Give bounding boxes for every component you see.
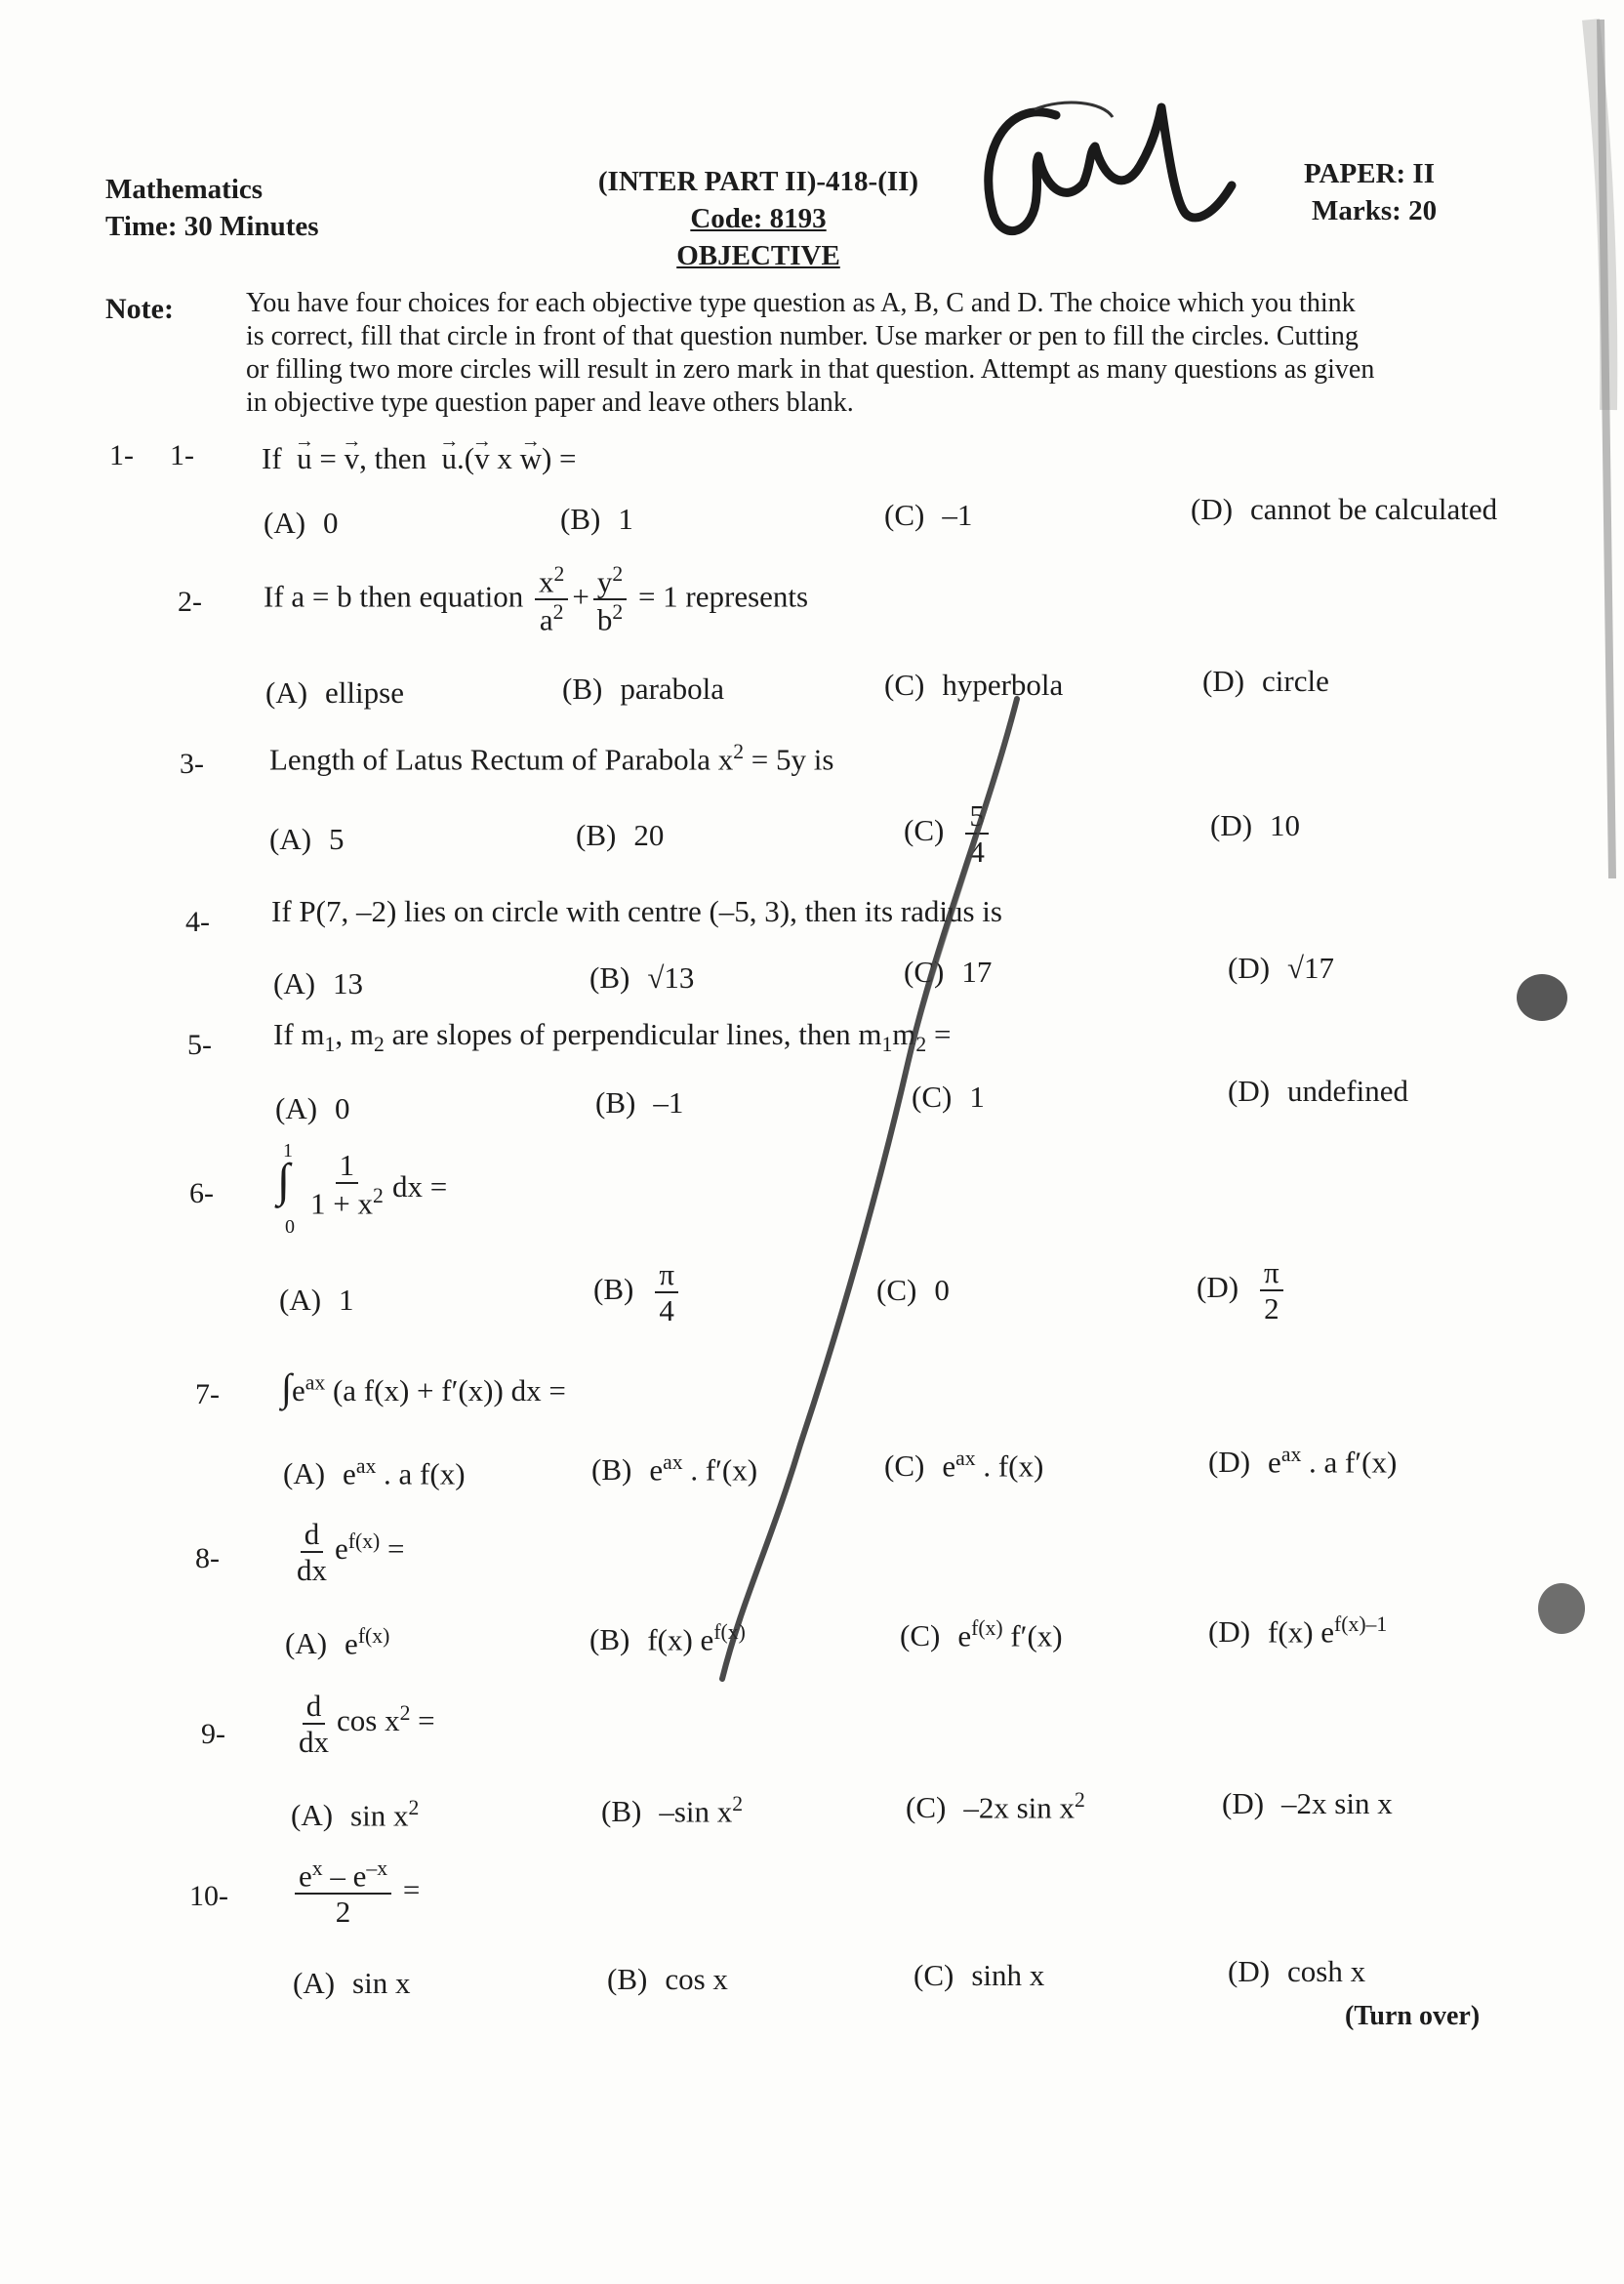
question-text: Length of Latus Rectum of Parabola $x^2 = 5y$ is [269, 740, 834, 777]
option: (D) cannot be calculated [1191, 492, 1498, 526]
option: (D) √17 [1228, 951, 1335, 985]
question-number: 4- [185, 906, 210, 938]
option: (B) cos x [607, 1962, 728, 1996]
option: (B) $\frac{\pi}{4}$ [593, 1259, 682, 1326]
note-text [246, 287, 1495, 420]
option: (C) $e^{ax}$ . f(x) [884, 1447, 1044, 1484]
option: (A) $e^{f(x)}$ [285, 1624, 390, 1661]
signature-scribble [966, 68, 1288, 254]
paper-title: (INTER PART II)-418-(II) [597, 166, 919, 197]
question-number: 6- [189, 1177, 214, 1209]
question-number: 8- [195, 1542, 220, 1574]
option: (B) –1 [595, 1085, 684, 1120]
question-text: If a = b then equation $\frac{x^2}{a^2}$ + $\frac{y^2}{b^2}$ = 1 represents [264, 562, 809, 637]
option: (D) f(x) $e^{f(x)-1}$ [1208, 1612, 1388, 1650]
option: (B) parabola [562, 672, 725, 706]
option: (A) ellipse [265, 675, 404, 710]
question-number: 5- [187, 1029, 212, 1061]
option: (C) hyperbola [884, 668, 1064, 702]
question-number: 1- [170, 439, 194, 471]
question-text: $\frac{d}{dx}$ $e^{f(x)}$ = [297, 1517, 405, 1587]
section-title: OBJECTIVE [676, 240, 840, 271]
option: (B) √13 [589, 960, 695, 995]
option: (A) $e^{ax}$ . a f(x) [283, 1454, 466, 1491]
question-text: If → u = → v, then → u.(→ v x → w) = [262, 441, 577, 476]
option: (B) 1 [560, 502, 633, 536]
note-label: Note: [105, 293, 174, 325]
question-number: 7- [195, 1378, 220, 1410]
question-text: $\int e^{ax}$ (a f(x) + f′(x)) dx = [281, 1366, 566, 1409]
option: (A) 5 [269, 822, 345, 856]
option: (C) $\frac{5}{4}$ [904, 800, 993, 867]
option: (A) $\sin x^2$ [291, 1796, 420, 1833]
option: (A) 0 [264, 506, 339, 540]
turn-over-label: (Turn over) [1345, 2001, 1481, 2031]
question-text: $\frac{e^x - e^{-x}}{2}$ = [291, 1858, 420, 1927]
option: (D) 10 [1210, 808, 1301, 842]
option: (B) $e^{ax}$ . f′(x) [591, 1450, 758, 1488]
question-number: 10- [189, 1880, 228, 1912]
paper-code: Code: 8193 [690, 203, 827, 234]
subject-label: Mathematics [105, 174, 264, 205]
question-number: 3- [180, 748, 204, 780]
option: (C) 1 [912, 1080, 985, 1114]
note-line: is correct, fill that circle in front of that question number. Use marker or pen to fill the circles. Cutting [246, 321, 1359, 351]
question-text: If $m_1$, $m_2$ are slopes of perpendicular lines, then $m_1m_2$ = [273, 1017, 952, 1057]
question-number: 9- [201, 1718, 225, 1750]
option: (D) circle [1202, 664, 1329, 698]
option: (C) 0 [876, 1273, 950, 1307]
paper-number: PAPER: II [1304, 158, 1435, 189]
option: (D) cosh x [1228, 1954, 1366, 1988]
option: (D) undefined [1228, 1074, 1409, 1108]
option: (B) –sin $x^2$ [601, 1792, 744, 1829]
option: (D) $e^{ax}$ . a f′(x) [1208, 1443, 1398, 1480]
option: (C) $e^{f(x)}$ f′(x) [900, 1616, 1063, 1653]
note-line: You have four choices for each objective type question as A, B, C and D. The choice which you think [246, 288, 1356, 318]
option: (A) sin x [293, 1966, 411, 2000]
option: (A) 13 [273, 966, 364, 1000]
option: (C) 17 [904, 955, 993, 989]
question-text: If P(7, –2) lies on circle with centre (–5, 3), then its radius is [271, 894, 1002, 928]
marks-label: Marks: 20 [1312, 195, 1438, 226]
option: (A) 0 [275, 1091, 350, 1125]
option: (C) –2x $\sin x^2$ [906, 1788, 1085, 1825]
note-line: or filling two more circles will result in zero mark in that question. Attempt as many questions as given [246, 354, 1375, 385]
question-number: 1- [109, 439, 134, 471]
option: (A) 1 [279, 1283, 354, 1317]
option: (D) –2x sin x [1222, 1786, 1393, 1820]
question-text: $\frac{d}{dx}$ $\cos x^2$ = [299, 1689, 435, 1759]
option: (D) $\frac{\pi}{2}$ [1197, 1257, 1287, 1324]
option: (B) f(x) $e^{f(x)}$ [589, 1620, 746, 1657]
option: (B) 20 [576, 818, 665, 852]
option: (C) –1 [884, 498, 973, 532]
question-number: 2- [178, 586, 202, 618]
note-line: in objective type question paper and leave others blank. [246, 387, 854, 418]
time-label: Time: 30 Minutes [105, 211, 319, 242]
option: (C) sinh x [914, 1958, 1045, 1992]
